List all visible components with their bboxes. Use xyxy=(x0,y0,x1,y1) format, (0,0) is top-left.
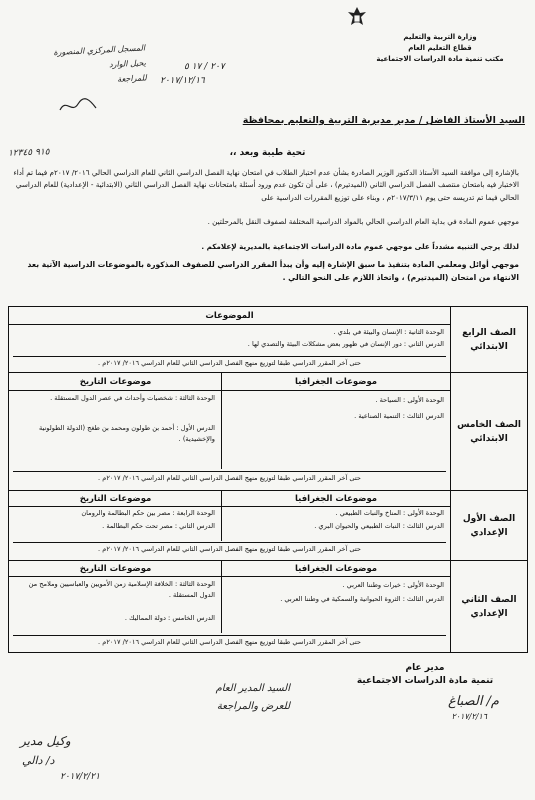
cell-line: الدرس الأول : أحمد بن طولون ومحمد بن طغج (الدولة الطولونية والإخشيدية) . xyxy=(38,424,215,443)
geography-header: موضوعات الجغرافيا xyxy=(294,377,378,387)
greeting: تحية طيبة وبعد ،، xyxy=(229,148,306,158)
history-header: موضوعات التاريخ xyxy=(79,494,152,504)
ministry-header xyxy=(355,32,525,65)
row-footnote: حتى آخر المقرر الدراسي طبقا لتوزيع منهج الفصل الدراسي الثاني للعام الدراسي ٢٠١٦/ ٢٠١٧م . xyxy=(13,635,446,646)
table-row xyxy=(9,491,527,561)
row-footnote: حتى آخر المقرر الدراسي طبقا لتوزيع منهج الفصل الدراسي الثاني للعام الدراسي ٢٠١٦/ ٢٠١٧م . xyxy=(13,356,446,367)
history-header: موضوعات التاريخ xyxy=(79,377,152,387)
cell-line: الوحدة الثالثة : الخلافة الإسلامية زمن الأمويين والعباسيين وملامح من الدول المستقلة . xyxy=(28,580,215,599)
cell-line: الدرس الخامس : دولة المماليك . xyxy=(124,614,215,622)
stamp-line: المسجل المركزي المنصورة xyxy=(53,43,146,58)
stamp-line: السيد المدير العام xyxy=(215,683,290,694)
incoming-stamp xyxy=(5,40,147,92)
signatory-name: م/ الصباغ xyxy=(447,694,499,709)
stamp-line: للمراجعة xyxy=(117,73,147,84)
cell-line: الدرس الثالث : الثروة الحيوانية والسمكية في وطننا العربي . xyxy=(280,595,444,603)
paragraph-instructions: موجهي أوائل ومعلمي المادة بتنفيذ ما سبق الإشارة إليه وأن يبدأ المقرر الدراسي للصفوف المذكورة بالموضوعات الدراسية الآتية بعد الانتهاء من امتحان (الميدتيرم) ، واتخاذ اللازم على النحو التالي . xyxy=(27,260,519,282)
stamp-line: يحيل الوارد xyxy=(108,58,147,70)
ministry-line: مكتب تنمية مادة الدراسات الاجتماعية xyxy=(376,55,504,63)
ministry-line: وزارة التربية والتعليم xyxy=(403,33,477,41)
cell-line: الوحدة الثالثة : شخصيات وأحداث في عصر الدول المستقلة . xyxy=(50,394,215,402)
history-header: موضوعات التاريخ xyxy=(79,564,152,574)
outgoing-number: ٢٠٧ / ١٧ ٥ xyxy=(184,62,225,72)
geography-header: موضوعات الجغرافيا xyxy=(294,494,378,504)
geography-header: موضوعات الجغرافيا xyxy=(294,564,378,574)
stamp-line: للعرض والمراجعة xyxy=(216,701,290,712)
incoming-code: ٩١٥ ١٢٣٤٥ xyxy=(7,147,50,159)
signature-block xyxy=(325,662,525,688)
cell-line: الوحدة الأولى : السياحة . xyxy=(375,396,444,404)
paragraph-distribution: موجهي عموم المادة في بداية العام الدراسي الحالي بالمواد الدراسية المختلفة لصفوف النقل بالمرحلتين . xyxy=(207,217,519,226)
row-footnote: حتى آخر المقرر الدراسي طبقا لتوزيع منهج الفصل الدراسي الثاني للعام الدراسي ٢٠١٦/ ٢٠١٧م . xyxy=(13,471,446,482)
handwritten-signature-icon xyxy=(58,96,98,116)
handwritten-date: ٢٠١٧/٢/٢١ xyxy=(60,772,100,782)
addressee: السيد الأستاذ الفاضل / مدير مديرية التربية والتعليم بمحافظة xyxy=(242,115,525,126)
cell-line: الدرس الثالث : النبات الطبيعي والحيوان البري . xyxy=(314,522,444,530)
row-footnote: حتى آخر المقرر الدراسي طبقا لتوزيع منهج الفصل الدراسي الثاني للعام الدراسي ٢٠١٦/ ٢٠١٧م . xyxy=(13,542,446,553)
paragraph-intro: بالإشارة إلى موافقة السيد الأستاذ الدكتور الوزير الصادرة بشأن عدم اختبار الطلاب في امتحان نهاية الفصل الدراسي الثاني للعام الدراسي الحالي ٢٠١٦/ ٢٠١٧م فيما تم أداء الاختبار فيه بامتحان منتصف الفصل الدراسي الثاني (الميدتيرم) ، على أن تكون عدم ورود أسئلة بامتحانات نهاية الفصل الدراسي الثاني (الابتدائية - الإعدادية) للعام الدراسي الحالي فيما تم تدريسه حتى يوم ٢٠١٧/٣/١١م ، وبناء على توزيع المقررات الدراسية على xyxy=(13,168,519,202)
eagle-seal-icon xyxy=(344,4,370,30)
signatory-title: مدير عام xyxy=(405,663,445,673)
outgoing-date: ٢٠١٧/١٢/١٦ xyxy=(160,76,205,86)
table-row xyxy=(9,373,527,491)
cell-line: الوحدة الثانية : الإنسان والبيئة في بلدي . xyxy=(333,328,444,336)
cell-line: الدرس الثاني : مصر تحت حكم البطالمة . xyxy=(102,522,215,530)
topics-header: الموضوعات xyxy=(205,311,254,321)
signature-date: ٢٠١٧/٢/١٦ xyxy=(451,712,487,721)
grade-label: الصف الخامس الابتدائي xyxy=(450,373,527,490)
table-row xyxy=(9,307,527,373)
table-row xyxy=(9,561,527,652)
paragraph-notice: لذلك يرجي التنبيه مشدداً على موجهي عموم مادة الدراسات الاجتماعية بالمديرية لإعلامكم . xyxy=(201,242,519,251)
handwritten-note: د/ دالي xyxy=(22,754,55,767)
handwritten-note: وكيل مدير xyxy=(20,734,71,748)
grade-label: الصف الرابع الابتدائي xyxy=(450,307,527,372)
cell-line: الوحدة الأولى : خيرات وطننا العربي . xyxy=(342,581,444,589)
cell-line: الوحدة الرابعة : مصر بين حكم البطالمة والرومان xyxy=(81,509,215,517)
cell-line: الدرس الثالث : التنمية الصناعية . xyxy=(354,412,444,420)
cell-line: الوحدة الأولى : المناخ والنبات الطبيعي . xyxy=(335,509,444,517)
grade-label: الصف الثاني الإعدادي xyxy=(450,561,527,652)
ministry-line: قطاع التعليم العام xyxy=(408,44,472,52)
signatory-office: تنمية مادة الدراسات الاجتماعية xyxy=(356,676,494,686)
grade-label: الصف الأول الإعدادي xyxy=(450,491,527,560)
cell-line: الدرس الثاني : دور الإنسان في ظهور بعض مشكلات البيئة والتصدي لها . xyxy=(247,340,444,348)
curriculum-table xyxy=(8,306,528,653)
bottom-stamp xyxy=(170,680,290,716)
